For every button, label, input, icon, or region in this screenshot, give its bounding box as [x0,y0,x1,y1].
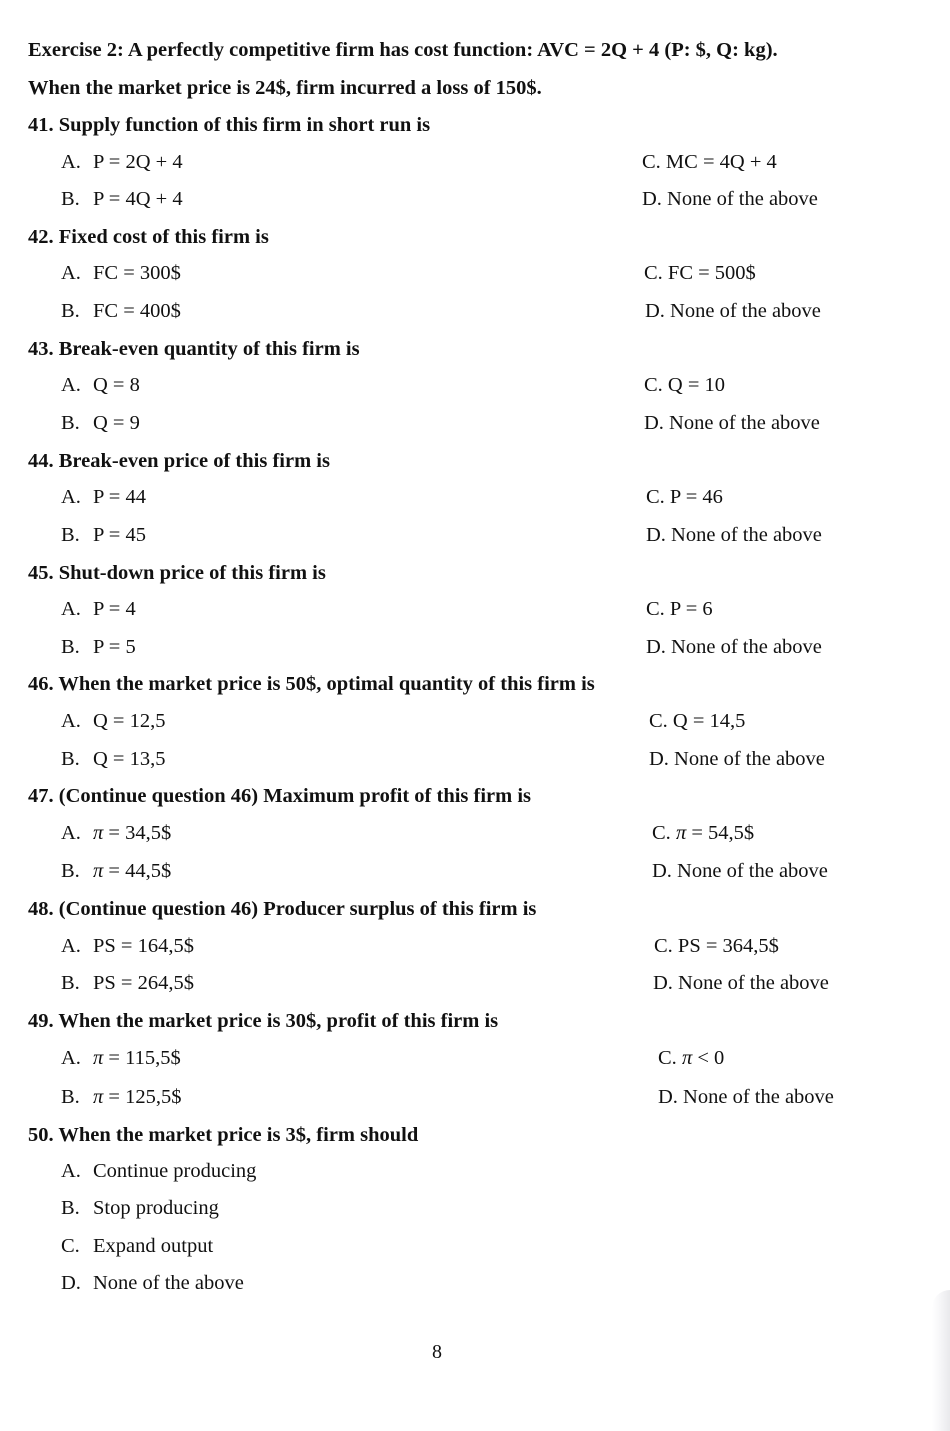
question-45-option-d: D. None of the above [646,636,822,658]
option-letter: D. [61,1272,81,1294]
question-45-stem: 45. Shut-down price of this firm is [28,562,326,584]
question-49-option-b [61,1084,181,1110]
question-47-stem: 47. (Continue question 46) Maximum profit of this firm is [28,785,532,807]
question-43-option-c: C. Q = 10 [644,374,726,396]
option-text: Expand output [93,1235,214,1257]
question-41-stem: 41. Supply function of this firm in short run is [28,114,431,136]
option-letter: A. [61,1160,81,1182]
option-text: Q = 9 [93,412,140,434]
question-50-option-d [61,1270,244,1296]
question-42-stem: 42. Fixed cost of this firm is [28,226,269,248]
option-text: PS = 264,5$ [93,972,194,994]
option-letter: B. [61,1086,80,1108]
question-41-option-a [61,149,183,175]
question-41-option-c: C. MC = 4Q + 4 [642,151,777,173]
option-text: < 0 [692,1047,725,1069]
option-letter: C. [61,1235,80,1257]
pi-symbol: π [93,860,104,882]
question-41-option-d: D. None of the above [642,188,818,210]
option-text: Q = 12,5 [93,710,166,732]
option-text: Stop producing [93,1197,219,1219]
option-letter: A. [61,1047,81,1069]
question-49-option-d: D. None of the above [658,1086,834,1108]
question-47-option-c [652,820,754,846]
question-48-option-a [61,933,194,959]
question-44-option-c: C. P = 46 [646,486,723,508]
page-curl-shadow [932,1290,950,1431]
question-49-option-a [61,1045,181,1071]
option-text: P = 2Q + 4 [93,151,183,173]
option-letter: C. [652,822,676,844]
question-43-stem: 43. Break-even quantity of this firm is [28,338,360,360]
option-letter: B. [61,1197,80,1219]
question-48-stem: 48. (Continue question 46) Producer surplus of this firm is [28,898,537,920]
option-text: P = 44 [93,486,146,508]
option-letter: B. [61,524,80,546]
question-46-option-b [61,746,166,772]
question-41-option-b [61,186,183,212]
pi-symbol: π [93,1047,104,1069]
option-text: = 34,5$ [103,822,172,844]
question-42-option-d: D. None of the above [645,300,821,322]
option-letter: A. [61,374,81,396]
question-47-option-a [61,820,171,846]
question-46-option-d: D. None of the above [649,748,825,770]
question-48-option-b [61,970,194,996]
question-50-option-c [61,1233,213,1259]
option-letter: A. [61,151,81,173]
option-letter: A. [61,262,81,284]
question-44-option-d: D. None of the above [646,524,822,546]
option-letter: B. [61,860,80,882]
question-50-stem: 50. When the market price is 3$, firm should [28,1124,419,1146]
question-43-option-d: D. None of the above [644,412,820,434]
option-letter: A. [61,486,81,508]
option-letter: C. [658,1047,682,1069]
question-44-stem: 44. Break-even price of this firm is [28,450,330,472]
question-43-option-b [61,410,140,436]
question-47-option-b [61,858,171,884]
question-42-option-a [61,260,181,286]
option-letter: B. [61,636,80,658]
option-letter: A. [61,710,81,732]
question-45-option-b [61,634,136,660]
page-number: 8 [432,1341,442,1363]
pi-symbol: π [681,1047,693,1069]
option-text: = 44,5$ [103,860,172,882]
option-letter: A. [61,935,81,957]
option-text: FC = 400$ [93,300,181,322]
option-text: P = 5 [93,636,136,658]
question-46-option-c: C. Q = 14,5 [649,710,746,732]
question-44-option-b [61,522,146,548]
question-44-option-a [61,484,146,510]
option-letter: A. [61,822,81,844]
question-48-option-c: C. PS = 364,5$ [654,935,779,957]
question-49-stem: 49. When the market price is 30$, profit of this firm is [28,1010,499,1032]
question-42-option-b [61,298,181,324]
option-text: Continue producing [93,1160,257,1182]
option-text: FC = 300$ [93,262,181,284]
option-text: Q = 13,5 [93,748,166,770]
option-letter: B. [61,412,80,434]
pi-symbol: π [675,822,687,844]
option-letter: B. [61,972,80,994]
question-46-option-a [61,708,166,734]
option-text: P = 4 [93,598,136,620]
question-46-stem: 46. When the market price is 50$, optimal quantity of this firm is [28,673,595,695]
option-letter: B. [61,748,80,770]
option-text: None of the above [93,1272,244,1294]
exercise-statement-line-2: When the market price is 24$, firm incurred a loss of 150$. [28,77,542,99]
option-letter: B. [61,300,80,322]
option-letter: A. [61,598,81,620]
question-49-option-c [658,1045,724,1071]
question-43-option-a [61,372,140,398]
option-text: P = 45 [93,524,146,546]
option-letter: B. [61,188,80,210]
option-text: Q = 8 [93,374,140,396]
question-48-option-d: D. None of the above [653,972,829,994]
pi-symbol: π [93,822,104,844]
option-text: = 125,5$ [103,1086,182,1108]
question-50-option-b [61,1195,219,1221]
pi-symbol: π [93,1086,104,1108]
question-42-option-c: C. FC = 500$ [644,262,756,284]
option-text: P = 4Q + 4 [93,188,183,210]
option-text: = 54,5$ [686,822,755,844]
question-45-option-a [61,596,136,622]
option-text: = 115,5$ [103,1047,181,1069]
exercise-statement-line-1: Exercise 2: A perfectly competitive firm has cost function: AVC = 2Q + 4 (P: $, Q: kg). [28,39,778,61]
question-50-option-a [61,1158,256,1184]
option-text: PS = 164,5$ [93,935,194,957]
question-45-option-c: C. P = 6 [646,598,713,620]
question-47-option-d: D. None of the above [652,860,828,882]
